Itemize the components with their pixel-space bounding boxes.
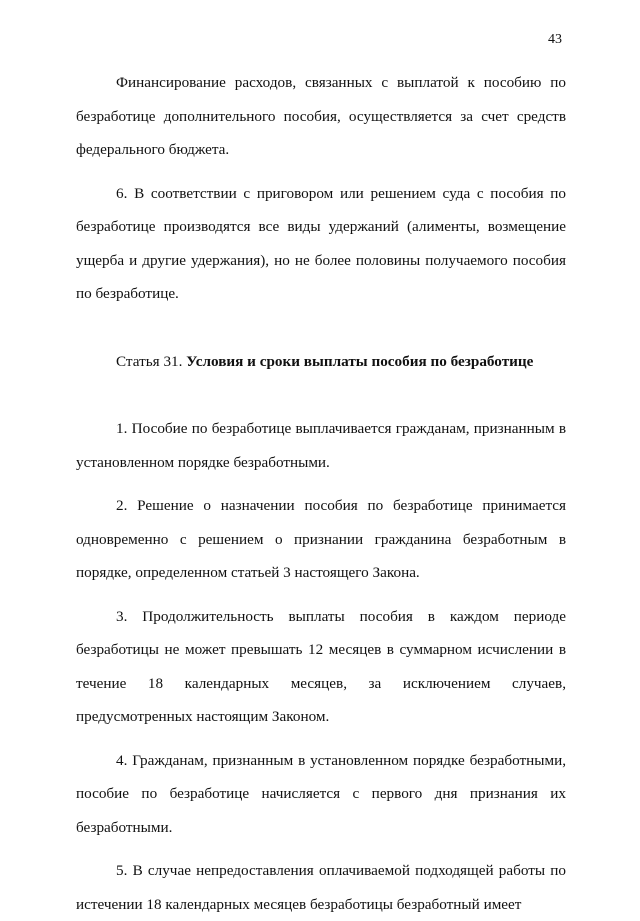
article-prefix: Статья 31. bbox=[116, 352, 183, 370]
paragraph-item-4: 4. Гражданам, признанным в установленном порядке безработными, пособие по безработице начисляется с первого дня признания их безработными. bbox=[76, 751, 566, 836]
paragraph-item-2: 2. Решение о назначении пособия по безработице принимается одновременно с решением о признании гражданина безработным в порядке, определенном статьей 3 настоящего Закона. bbox=[76, 497, 566, 581]
article-heading bbox=[76, 345, 566, 379]
page-number: 43 bbox=[548, 32, 562, 47]
document-body bbox=[76, 66, 566, 921]
paragraph-item-1: 1. Пособие по безработице выплачивается гражданам, признанным в установленном порядке безработными. bbox=[76, 420, 566, 471]
paragraph-item-3: 3. Продолжительность выплаты пособия в каждом периоде безработицы не может превышать 12 месяцев в суммарном исчислении в течение 18 календарных месяцев, за исключением случаев, предусмотренных настоящим Законом. bbox=[76, 607, 566, 725]
article-title: Условия и сроки выплаты пособия по безработице bbox=[186, 352, 534, 370]
paragraph-item-6: 6. В соответствии с приговором или решением суда с пособия по безработице производятся все виды удержаний (алименты, возмещение ущерба и другие удержания), но не более половины получаемого пособия по безработице. bbox=[76, 184, 566, 302]
paragraph-item-5: 5. В случае непредоставления оплачиваемой подходящей работы по истечении 18 календарных месяцев безработицы безработный имеет bbox=[76, 862, 566, 913]
paragraph-financing: Финансирование расходов, связанных с выплатой к пособию по безработице дополнительного пособия, осуществляется за счет средств федерального бюджета. bbox=[76, 74, 566, 158]
